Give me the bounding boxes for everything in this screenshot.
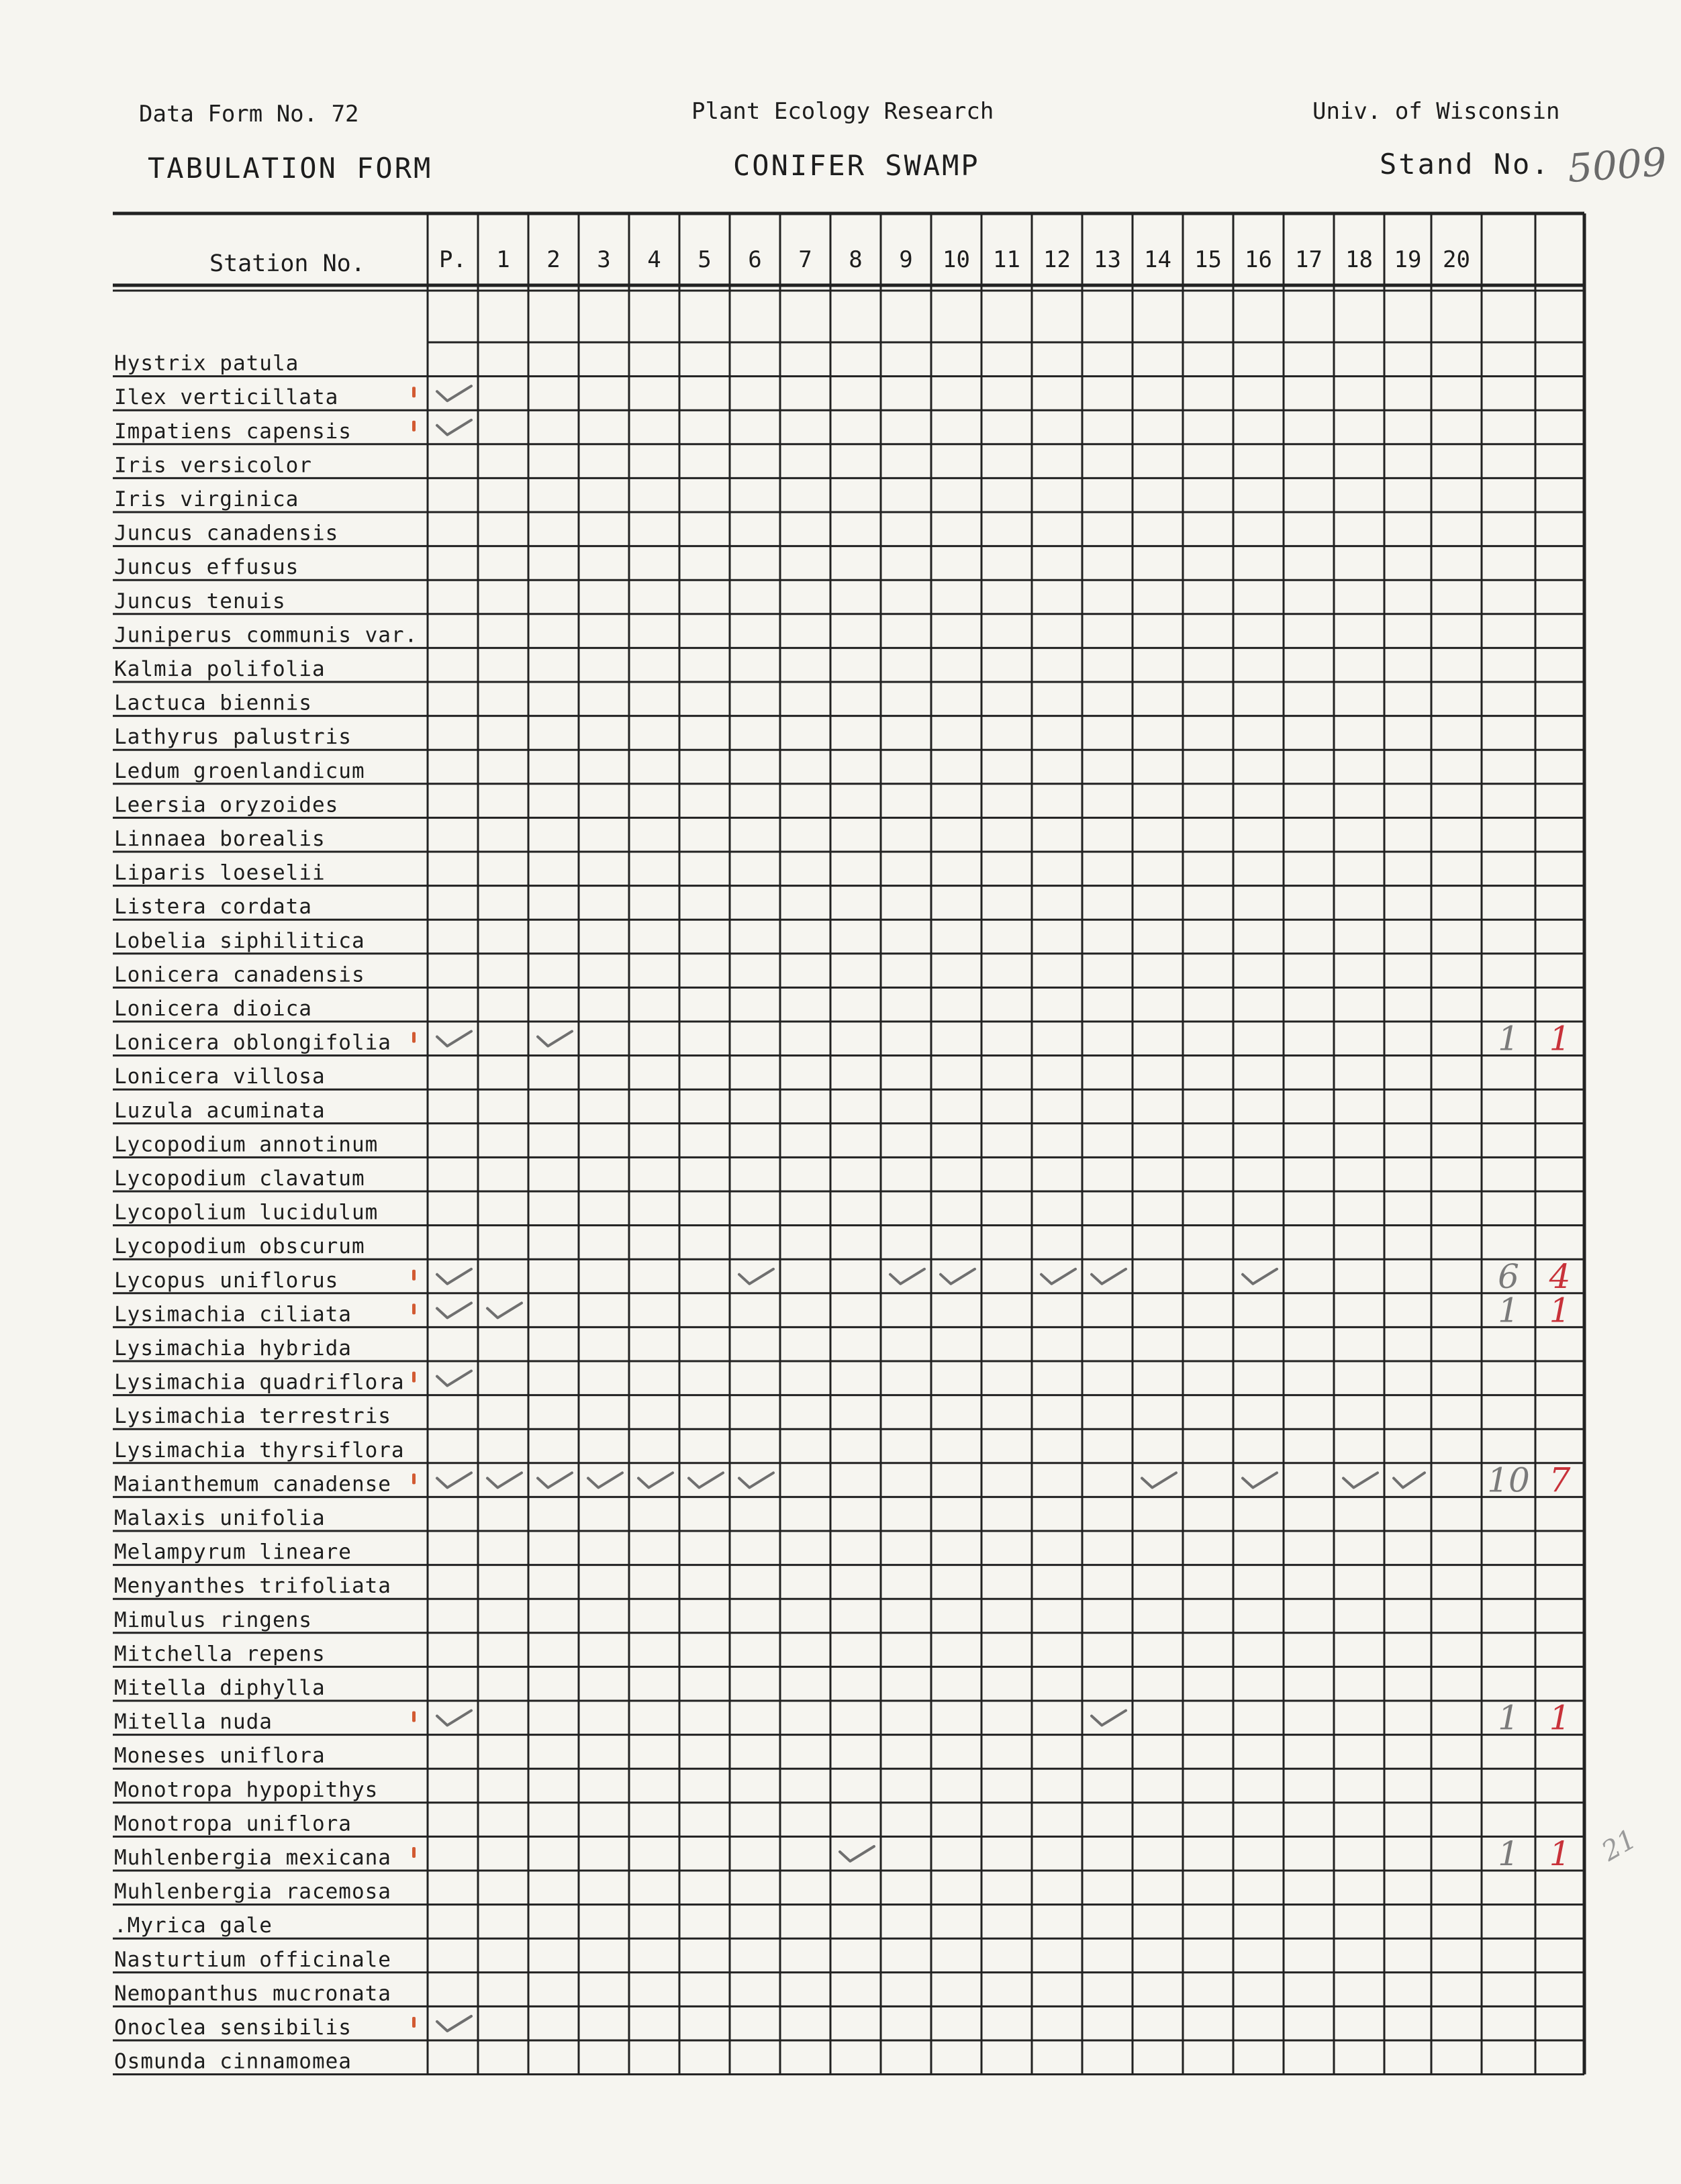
community-title: CONIFER SWAMP xyxy=(733,149,980,182)
check-mark xyxy=(739,1269,773,1284)
column-header-8: 8 xyxy=(849,246,863,273)
species-name: Menyanthes trifoliata xyxy=(114,1574,391,1599)
species-name: Liparis loeselii xyxy=(114,860,326,885)
check-mark xyxy=(437,2016,471,2031)
species-name: Muhlenbergia mexicana xyxy=(114,1846,391,1870)
species-name: Juncus canadensis xyxy=(114,521,339,546)
row-total-red: 1 xyxy=(1549,1834,1571,1873)
form-number: Data Form No. 72 xyxy=(139,101,359,128)
institution-name: Univ. of Wisconsin xyxy=(1312,98,1560,125)
species-name: Ilex verticillata xyxy=(114,385,339,410)
check-mark xyxy=(890,1269,924,1284)
row-total-count: 1 xyxy=(1498,1019,1519,1058)
check-mark xyxy=(1243,1269,1277,1284)
check-mark xyxy=(739,1473,773,1487)
species-name: Iris versicolor xyxy=(114,453,312,478)
column-header-11: 11 xyxy=(993,246,1020,273)
species-name: Muhlenbergia racemosa xyxy=(114,1879,391,1904)
column-header-18: 18 xyxy=(1345,246,1373,273)
row-total-red: 1 xyxy=(1549,1698,1571,1738)
check-mark xyxy=(538,1032,572,1046)
station-header: Station No. xyxy=(209,250,365,277)
species-name: Lycopodium obscurum xyxy=(114,1234,365,1259)
check-mark xyxy=(437,420,471,435)
row-total-count: 10 xyxy=(1487,1460,1530,1500)
form-type-title: TABULATION FORM xyxy=(148,152,433,185)
column-header-14: 14 xyxy=(1144,246,1171,273)
row-total-count: 1 xyxy=(1498,1834,1519,1873)
red-tick-mark xyxy=(412,1270,416,1281)
species-name: Leersia oryzoides xyxy=(114,793,339,817)
species-name: Monotropa hypopithys xyxy=(114,1777,379,1802)
check-mark xyxy=(1092,1269,1126,1284)
column-header-6: 6 xyxy=(748,246,762,273)
red-tick-mark xyxy=(412,1372,416,1383)
check-mark xyxy=(487,1473,522,1487)
column-header-3: 3 xyxy=(597,246,611,273)
species-name: Lactuca biennis xyxy=(114,691,312,715)
species-name: Lobelia siphilitica xyxy=(114,928,365,953)
check-mark xyxy=(487,1303,522,1318)
check-mark xyxy=(437,1269,471,1284)
species-name: Lycopodium annotinum xyxy=(114,1132,379,1157)
species-name: Mitchella repens xyxy=(114,1642,326,1667)
red-tick-mark xyxy=(412,1473,416,1484)
species-name: Nasturtium officinale xyxy=(114,1947,391,1972)
column-header-4: 4 xyxy=(647,246,661,273)
column-header-9: 9 xyxy=(899,246,913,273)
species-name: Kalmia polifolia xyxy=(114,657,326,681)
species-name: Lysimachia thyrsiflora xyxy=(114,1438,405,1462)
column-header-2: 2 xyxy=(546,246,561,273)
row-total-red: 1 xyxy=(1549,1291,1571,1330)
check-mark xyxy=(689,1473,723,1487)
check-mark xyxy=(437,1711,471,1726)
species-name: Lonicera canadensis xyxy=(114,962,365,987)
column-header-5: 5 xyxy=(698,246,712,273)
species-name: Juncus effusus xyxy=(114,555,299,580)
species-name: Impatiens capensis xyxy=(114,419,352,444)
red-tick-mark xyxy=(412,421,416,432)
check-mark xyxy=(840,1846,874,1861)
column-header-13: 13 xyxy=(1094,246,1121,273)
stand-number: 5009 xyxy=(1566,138,1668,192)
column-header-19: 19 xyxy=(1394,246,1422,273)
column-header-7: 7 xyxy=(798,246,812,273)
check-mark xyxy=(1243,1473,1277,1487)
red-tick-mark xyxy=(412,1303,416,1314)
check-mark xyxy=(437,1473,471,1487)
row-total-red: 4 xyxy=(1549,1256,1571,1296)
species-name: Mitella diphylla xyxy=(114,1676,326,1700)
margin-note: 21 xyxy=(1596,1824,1642,1868)
species-name: Lonicera oblongifolia xyxy=(114,1030,391,1055)
row-total-red: 1 xyxy=(1549,1019,1571,1058)
row-total-count: 6 xyxy=(1498,1256,1519,1296)
check-mark xyxy=(588,1473,622,1487)
species-name: Lonicera dioica xyxy=(114,997,312,1021)
species-name: Melampyrum lineare xyxy=(114,1540,352,1565)
species-name: Listera cordata xyxy=(114,895,312,920)
species-name: .Myrica gale xyxy=(114,1914,273,1938)
row-total-red: 7 xyxy=(1549,1460,1571,1500)
species-name: Moneses uniflora xyxy=(114,1744,326,1769)
check-mark xyxy=(638,1473,673,1487)
red-tick-mark xyxy=(412,387,416,397)
column-header-17: 17 xyxy=(1295,246,1323,273)
row-total-count: 1 xyxy=(1498,1291,1519,1330)
column-header-20: 20 xyxy=(1443,246,1470,273)
column-header-12: 12 xyxy=(1043,246,1071,273)
red-tick-mark xyxy=(412,2017,416,2028)
row-total-count: 1 xyxy=(1498,1698,1519,1738)
species-name: Osmunda cinnamomea xyxy=(114,2049,352,2074)
red-tick-mark xyxy=(412,1032,416,1043)
check-mark xyxy=(1394,1473,1425,1487)
check-mark xyxy=(437,386,471,401)
species-name: Lysimachia quadriflora xyxy=(114,1370,405,1395)
column-header-1: 1 xyxy=(496,246,510,273)
species-name: Lonicera villosa xyxy=(114,1064,326,1089)
check-mark xyxy=(1041,1269,1075,1284)
species-name: Iris virginica xyxy=(114,487,299,511)
species-name: Maianthemum canadense xyxy=(114,1472,391,1497)
species-name: Lycopolium lucidulum xyxy=(114,1200,379,1225)
species-name: Onoclea sensibilis xyxy=(114,2016,352,2040)
species-name: Malaxis unifolia xyxy=(114,1506,326,1530)
species-name: Lysimachia ciliata xyxy=(114,1302,352,1327)
species-name: Mitella nuda xyxy=(114,1709,273,1734)
stand-label: Stand No. xyxy=(1380,148,1551,181)
check-mark xyxy=(1142,1473,1176,1487)
check-mark xyxy=(1092,1711,1126,1726)
species-name: Monotropa uniflora xyxy=(114,1811,352,1836)
check-mark xyxy=(437,1032,471,1046)
program-name: Plant Ecology Research xyxy=(691,98,994,125)
species-name: Juniperus communis var. xyxy=(114,623,418,648)
species-name: Lysimachia hybrida xyxy=(114,1336,352,1360)
column-header-p: P. xyxy=(439,246,467,273)
column-header-10: 10 xyxy=(943,246,970,273)
check-mark xyxy=(941,1269,975,1284)
species-name: Ledum groenlandicum xyxy=(114,758,365,783)
check-mark xyxy=(1343,1473,1378,1487)
column-header-15: 15 xyxy=(1194,246,1222,273)
species-name: Lysimachia terrestris xyxy=(114,1404,391,1429)
species-name: Lycopus uniflorus xyxy=(114,1268,339,1293)
red-tick-mark xyxy=(412,1711,416,1722)
species-name: Hystrix patula xyxy=(114,351,299,376)
check-mark xyxy=(538,1473,572,1487)
species-name: Nemopanthus mucronata xyxy=(114,1981,391,2006)
species-name: Mimulus ringens xyxy=(114,1607,312,1632)
check-mark xyxy=(437,1371,471,1386)
column-header-16: 16 xyxy=(1245,246,1272,273)
species-name: Lathyrus palustris xyxy=(114,725,352,750)
species-name: Juncus tenuis xyxy=(114,589,286,613)
species-name: Luzula acuminata xyxy=(114,1098,326,1123)
red-tick-mark xyxy=(412,1847,416,1858)
check-mark xyxy=(437,1303,471,1318)
species-name: Lycopodium clavatum xyxy=(114,1167,365,1191)
species-name: Linnaea borealis xyxy=(114,827,326,851)
